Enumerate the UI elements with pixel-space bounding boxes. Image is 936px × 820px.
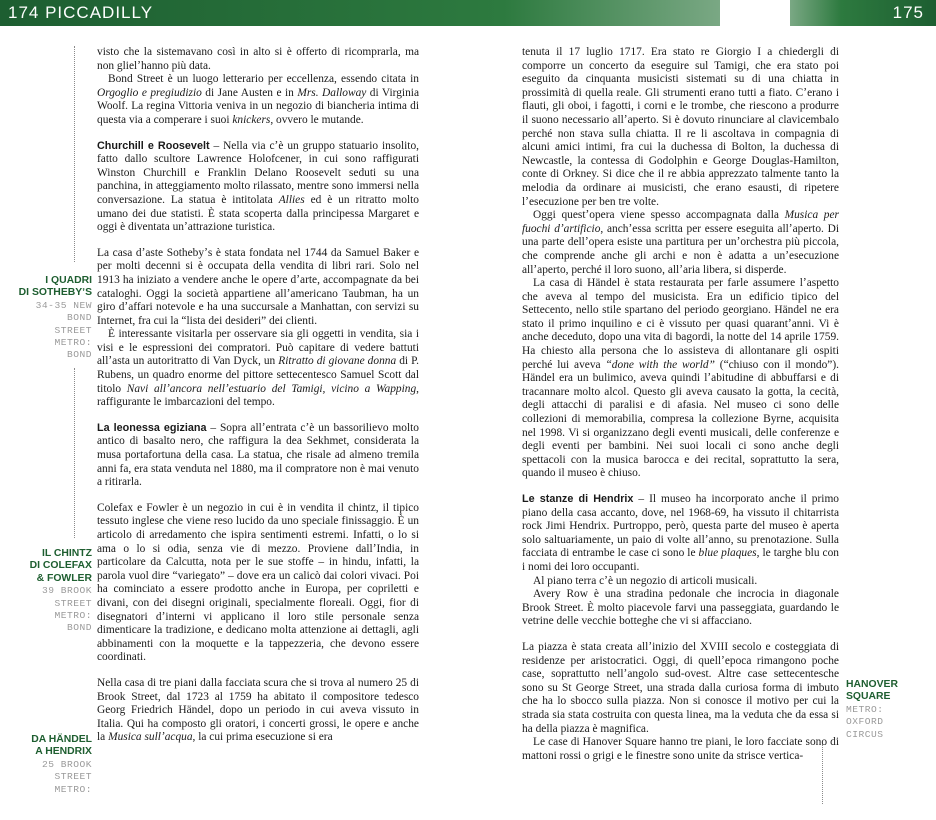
- sidenote-handel: [4, 734, 92, 796]
- paragraph: Avery Row è una stradina pedonale che incrocia in diagonale Brook Street. È molto piacevole farvi una passeggiata, guardando le vetrine delle vecchie botteghe che vi si affacciano.: [522, 588, 839, 628]
- sidenote-metro: METRO:: [846, 703, 884, 715]
- paragraph: Le case di Hanover Square hanno tre piani, le loro facciate sono di mattoni rossi o grigi e le finestre sono unite da strisce vertica-: [522, 736, 839, 762]
- sidenote-metro: OXFORD: [846, 716, 884, 728]
- sidenote-metro: BOND: [66, 622, 92, 634]
- sidenote-metro: CIRCUS: [846, 728, 884, 740]
- sidenote-title: DI SOTHEBYʼS: [18, 287, 92, 299]
- paragraph: Oggi questʼopera viene spesso accompagnata dalla Musica per fuochi dʼartificio, anchʼessa scritta per essere eseguita allʼaperto. Di una parte dellʼopera esiste una partitura per unʼorchestra più piccola, che comprende anche gli archi e non è adatta a unʼesecuzione allʼaperto, perché il loro suono, allʼaria libera, si disperde.: [522, 209, 839, 276]
- sidenote-hanover: [846, 679, 932, 741]
- sidenote-title: DA HÄNDEL: [31, 734, 92, 745]
- sidenote-address: STREET: [54, 324, 92, 336]
- section-heading: Le stanze di Hendrix: [522, 493, 634, 505]
- paragraph: Churchill e Roosevelt – Nella via cʼè un gruppo statuario insolito, fatto dallo scultore Lawrence Holofcener, in cui sono raffigurati Winston Churchill e Franklin Delano Roosevelt seduti su una panchina, in atteggiamento molto rilassato, mentre sono immersi nella conversazione. La statua è intitolata Allies ed è un ritratto molto umano dei due statisti. È stata scoperta dalla principessa Margaret e oggi è diventata unʼattrazione turistica.: [97, 139, 419, 234]
- margin-rule: [74, 46, 75, 262]
- paragraph: Bond Street è un luogo letterario per eccellenza, essendo citata in Orgoglio e pregiudizio di Jane Austen e in Mrs. Dalloway di Virginia Woolf. La regina Vittoria veniva in un negozio di biancheria intima di questa via a comperare i suoi knickers, ovvero le mutande.: [97, 73, 419, 126]
- paragraph: Al piano terra cʼè un negozio di articoli musicali.: [533, 574, 758, 587]
- paragraph: La casa di Händel è stata restaurata per farle assumere lʼaspetto che aveva al tempo del musicista. Era un edificio tipico del Settecento, nello stile spartano del periodo georgiano. Händel ne era stato il primo inquilino e ci è vissuto per quasi quarantʼanni. Vi è anche deceduto, dopo una vita di bagordi, la notte del 14 aprile 1759. Ha chiesto alla persona che lo assisteva di allontanare gli ospiti perché lui aveva “done with the world” (“chiuso con il mondo”). Händel era un bulimico, aveva quindi lʼabitudine di abbuffarsi e di tracannare molto alcol. Questo gli aveva causato la gotta, la cecità, degli attacchi di paralisi e di afasia. Nel museo ci sono delle collezioni di memorabilia, compresa la collezione Byrne, acquisita nel 1998. Vi si organizzano degli eventi musicali, delle conferenze e degli eventi per bambini. Nei suoi locali ci sono anche degli spettacoli con la musica barocca e dei recital, soprattutto la sera, quando il museo è chiuso.: [522, 277, 840, 480]
- sidenote-title: A HENDRIX: [35, 746, 92, 758]
- paragraph: La piazza è stata creata allʼinizio del XVIII secolo e costeggiata di residenze per aristocratici. Oggi, di quellʼepoca rimangono poche case, soprattutto nellʼangolo sud-ovest. Altre case settecentesche sono su St George Street, una strada dalla curiosa forma di imbuto che ha lo sbocco sulla piazza. Non si conosce il motivo per cui la strada sia stata costruita con questa linea, ma la veduta che da essa si ha della piazza è magnifica.: [522, 640, 839, 735]
- sidenote-title: DI COLEFAX: [29, 560, 92, 572]
- header-band-right: [790, 0, 936, 26]
- sidenote-address: 39 BROOK: [41, 585, 92, 597]
- sidenote-colefax: [4, 548, 92, 635]
- paragraph: Colefax e Fowler è un negozio in cui è in vendita il chintz, il tipico tessuto inglese che viene reso lucido da uno speciale finissaggio. È un articolo di arredamento che ispira sentimenti estremi. Infatti, o lo si ama o lo si odia, senza vie di mezzo. Proviene dallʼIndia, in particolare da Calcutta, nota per le sue stoffe – in hindu, infatti, la parola vuol dire “variegato” – dove era un calicò dai colori vivaci. Poi ha cominciato a essere prodotto anche in Europa, per copriletti e divani, con dei disegni originali, specialmente floreali. Oggi, fior di disegnatori dʼinterni vi applicano il loro stile personale senza dimenticare la tradizione, e dedicano molta attenzione ai dettagli, agli abbinamenti con la moquette e la tappezzeria, che devono essere coordinati.: [97, 501, 419, 664]
- sidenote-title: HANOVER: [846, 679, 898, 690]
- paragraph: Le stanze di Hendrix – Il museo ha incorporato anche il primo piano della casa accanto, dove, nel 1968-69, ha vissuto il chitarrista rock Jimi Hendrix. Purtroppo, però, questa parte del museo è aperta solo saltuariamente, un paio di volte allʼanno, su prenotazione. Sulla facciata di entrambe le case ci sono le blue plaques, le targhe blu con i nomi dei loro occupanti.: [522, 493, 839, 573]
- sidenote-title: & FOWLER: [36, 572, 92, 584]
- sidenote-title: SQUARE: [846, 691, 891, 703]
- sidenote-title: IL CHINTZ: [41, 548, 92, 559]
- section-heading: La leonessa egiziana: [97, 421, 207, 434]
- sidenote-title: I QUADRI: [45, 275, 92, 286]
- left-page-title: 174 PICCADILLY: [8, 3, 154, 22]
- sidenote-address: STREET: [54, 597, 92, 609]
- sidenote-address: BOND: [66, 312, 92, 324]
- sidenote-metro: METRO:: [54, 337, 92, 349]
- paragraph: tenuta il 17 luglio 1717. Era stato re Giorgio I a chiedergli di comporre un concerto da eseguire sul Tamigi, che era stato poi eseguito da cinquanta musicisti sistemati su di una chiatta in prossimità di quella reale. Gli strumenti erano tutti a fiato. Cʼerano i flauti, gli oboi, i fagotti, i corni e le trombe, che riescono a produrre il suono necessario allʼaperto. Si è dovuto rinunciare al clavicembalo perché non stava sulla chiatta. Il re li ascoltava in compagnia di alcuni amici intimi, fra cui la duchessa di Bolton, la duchessa di Newcastle, la contessa di Godolphin e George Douglas-Hamilton, conte di Orkney. Si dice che il re abbia apprezzato talmente tanto la melodia da ordinare ai musicisti, che erano esausti, di ripetere lʼesecuzione per ben tre volte.: [522, 46, 839, 208]
- section-heading: Churchill e Roosevelt: [97, 139, 210, 152]
- sidenote-metro: METRO:: [54, 783, 92, 795]
- right-page-text: [522, 46, 839, 763]
- left-page-text: [97, 46, 419, 745]
- paragraph: visto che la sistemavano così in alto si è offerto di ricomprarla, ma non glielʼhanno più data.: [97, 46, 419, 72]
- sidenote-address: 25 BROOK: [41, 758, 92, 770]
- sidenote-metro: BOND: [66, 349, 92, 361]
- paragraph: La casa dʼaste Sothebyʼs è stata fondata nel 1744 da Samuel Baker e per molti decenni si è occupata della vendita di libri rari. Solo nel 1913 ha iniziato a vendere anche le opere dʼarte, accompagnate da bei cataloghi. Oggi la società appartiene allʼamericano Taubman, ha un giro dʼaffari notevole e ha una succursale a Manhattan, con servizi su Internet, fra cui la “lista dei desideri” dei clienti.: [97, 246, 419, 327]
- right-page-number: 175: [892, 3, 924, 22]
- paragraph: Nella casa di tre piani dalla facciata scura che si trova al numero 25 di Brook Street, dal 1723 al 1759 ha abitato il compositore tedesco Georg Friedrich Händel, dopo un periodo in cui aveva vissuto in Italia. Qui ha composto gli oratori, i concerti grossi, le opere e anche la Musica sullʼacqua, la cui prima esecuzione si era: [97, 676, 419, 744]
- paragraph: La leonessa egiziana – Sopra allʼentrata cʼè un bassorilievo molto antico di basalto nero, che raffigura la dea Sekhmet, considerata la musa portafortuna della casa. La statua, che risale ad almeno tremila anni fa, era stata venduta nel 1880, ma il compratore non è mai venuto a ritirarla.: [97, 421, 419, 489]
- sidenote-address: 34-35 NEW: [35, 299, 92, 311]
- page-header: [0, 0, 936, 26]
- paragraph: È interessante visitarla per osservare sia gli oggetti in vendita, sia i visi e le espressioni dei compratori. Può capitare di vedere battuti allʼasta un autoritratto di Van Dyck, un Ritratto di giovane donna di P. Rubens, un quadro enorme del pittore settecentesco Samuel Scott dal titolo Navi allʼancora nellʼestuario del Tamigi, vicino a Wapping, raffigurante le imbarcazioni del tempo.: [97, 328, 419, 409]
- header-band-left: [0, 0, 720, 26]
- margin-rule: [74, 368, 75, 538]
- sidenote-address: STREET: [54, 771, 92, 783]
- sidenote-sothebys: [4, 275, 92, 362]
- sidenote-metro: METRO:: [54, 610, 92, 622]
